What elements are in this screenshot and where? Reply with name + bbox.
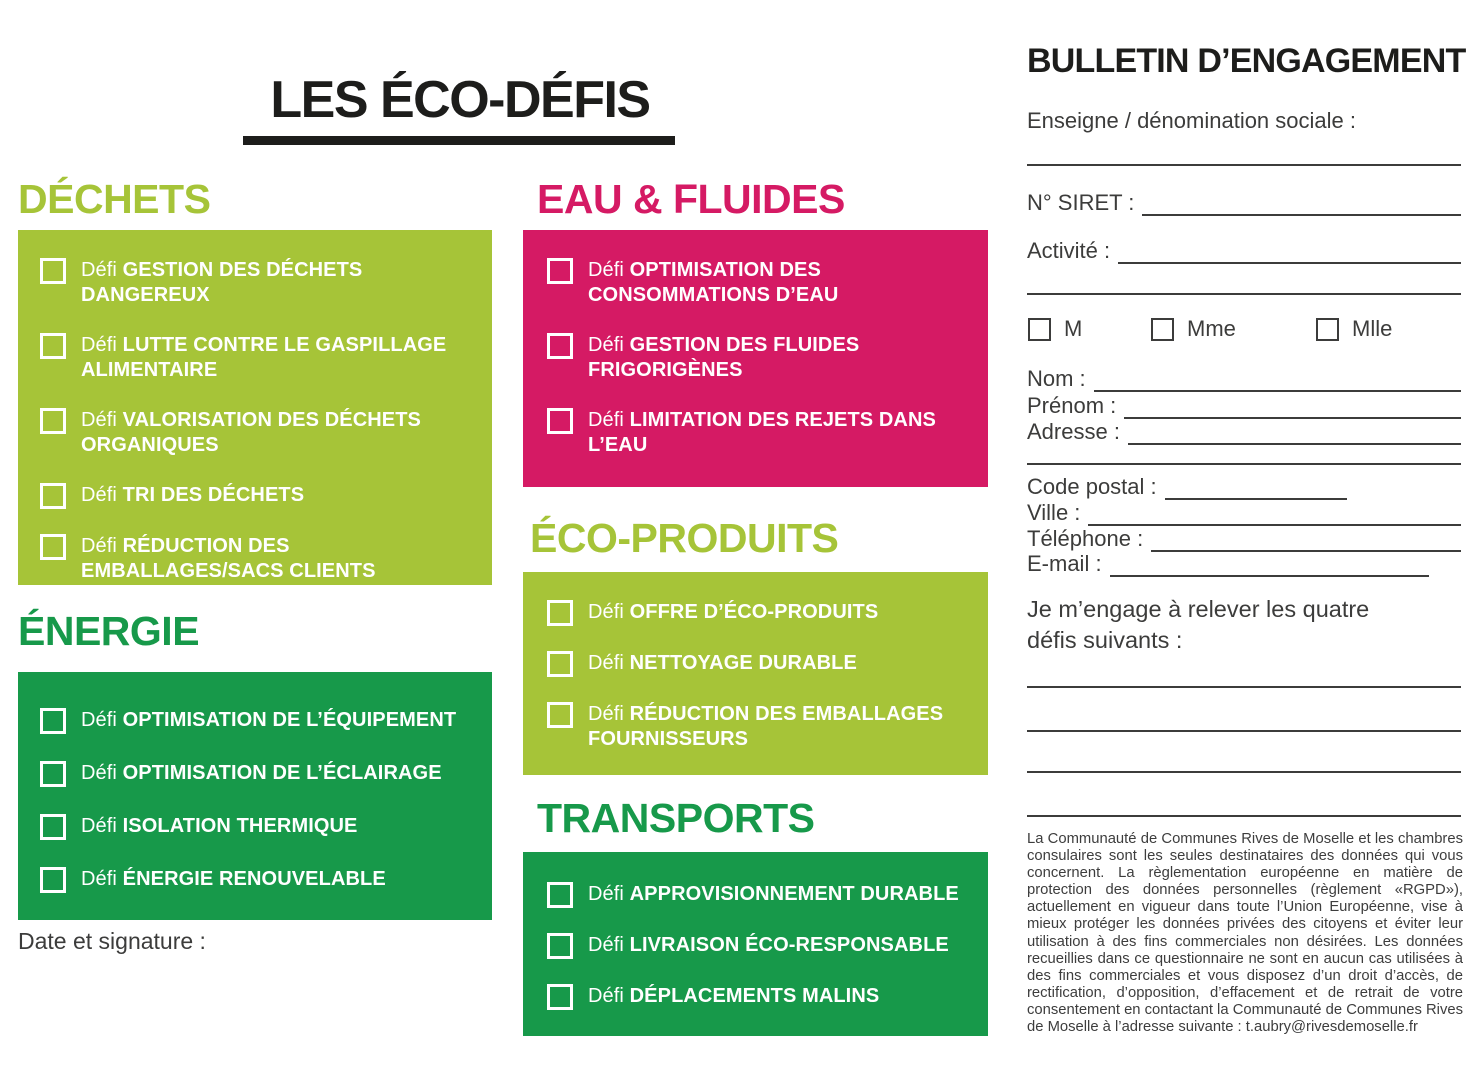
section-eau-fluides — [523, 230, 988, 487]
challenge-row — [547, 933, 978, 959]
challenge-row — [547, 651, 978, 677]
checkbox-dechets-1[interactable] — [40, 258, 66, 284]
civility-mme — [1151, 316, 1236, 342]
civility-m-label: M — [1064, 316, 1083, 341]
challenge-label: Défi RÉDUCTION DES EMBALLAGES/SACS CLIENTS — [81, 535, 376, 582]
activite-input-line-2[interactable] — [1027, 293, 1461, 295]
email-row — [1027, 551, 1429, 577]
challenge-row — [547, 258, 978, 308]
section-heading-dechets: DÉCHETS — [18, 176, 211, 222]
siret-row — [1027, 190, 1461, 216]
section-eco-produits — [523, 572, 988, 775]
telephone-row — [1027, 526, 1461, 552]
form-title: BULLETIN D’ENGAGEMENT — [1027, 42, 1466, 80]
challenge-row — [40, 258, 484, 308]
challenge-label: Défi ÉNERGIE RENOUVELABLE — [81, 868, 386, 890]
challenge-label: Défi GESTION DES DÉCHETS DANGEREUX — [81, 259, 363, 306]
challenge-label: Défi DÉPLACEMENTS MALINS — [588, 985, 880, 1007]
civility-m-checkbox[interactable] — [1028, 318, 1051, 341]
challenge-row — [40, 483, 484, 509]
code-postal-input-line[interactable] — [1165, 478, 1347, 500]
checkbox-eau-3[interactable] — [547, 408, 573, 434]
siret-label: N° SIRET : — [1027, 190, 1135, 215]
telephone-label: Téléphone : — [1027, 526, 1144, 551]
checkbox-energie-3[interactable] — [40, 814, 66, 840]
challenge-row — [40, 408, 484, 458]
defi-choice-line-4[interactable] — [1027, 815, 1461, 817]
challenge-row — [547, 408, 978, 458]
civility-row — [1027, 316, 1463, 344]
title-underline — [243, 136, 675, 145]
challenge-row — [40, 708, 484, 734]
challenge-row — [547, 333, 978, 383]
ville-row — [1027, 500, 1461, 526]
siret-input-line[interactable] — [1142, 194, 1461, 216]
defi-choice-line-1[interactable] — [1027, 686, 1461, 688]
civility-m — [1028, 316, 1082, 342]
section-energie — [18, 672, 492, 920]
civility-mme-label: Mme — [1187, 316, 1236, 341]
civility-mme-checkbox[interactable] — [1151, 318, 1174, 341]
checkbox-dechets-5[interactable] — [40, 534, 66, 560]
civility-mlle-checkbox[interactable] — [1316, 318, 1339, 341]
email-label: E-mail : — [1027, 551, 1102, 576]
challenge-row — [547, 600, 978, 626]
code-postal-label: Code postal : — [1027, 474, 1157, 499]
enseigne-input-line[interactable] — [1027, 164, 1461, 166]
checkbox-eco-2[interactable] — [547, 651, 573, 677]
checkbox-dechets-4[interactable] — [40, 483, 66, 509]
telephone-input-line[interactable] — [1151, 530, 1461, 552]
adresse-input-line[interactable] — [1128, 423, 1461, 445]
prenom-row — [1027, 393, 1461, 419]
challenge-label: Défi RÉDUCTION DES EMBALLAGES FOURNISSEURS — [588, 703, 944, 750]
checkbox-eco-1[interactable] — [547, 600, 573, 626]
nom-input-line[interactable] — [1094, 370, 1461, 392]
challenge-row — [40, 333, 484, 383]
checkbox-dechets-2[interactable] — [40, 333, 66, 359]
activite-row — [1027, 238, 1461, 264]
checkbox-energie-2[interactable] — [40, 761, 66, 787]
adresse-row — [1027, 419, 1461, 445]
checkbox-eau-1[interactable] — [547, 258, 573, 284]
checkbox-dechets-3[interactable] — [40, 408, 66, 434]
challenge-row — [40, 761, 484, 787]
checkbox-transports-3[interactable] — [547, 984, 573, 1010]
page-title: LES ÉCO-DÉFIS — [270, 71, 650, 129]
challenge-row — [547, 984, 978, 1010]
challenge-label: Défi GESTION DES FLUIDES FRIGORIGÈNES — [588, 334, 860, 381]
section-transports — [523, 852, 988, 1036]
challenge-label: Défi TRI DES DÉCHETS — [81, 484, 305, 506]
challenge-label: Défi LUTTE CONTRE LE GASPILLAGE ALIMENTAIRE — [81, 334, 447, 381]
enseigne-label: Enseigne / dénomination sociale : — [1027, 108, 1356, 133]
engagement-statement: Je m’engage à relever les quatre défis suivants : — [1027, 596, 1370, 654]
code-postal-row — [1027, 474, 1347, 500]
challenge-label: Défi VALORISATION DES DÉCHETS ORGANIQUES — [81, 409, 421, 456]
challenge-row — [40, 534, 484, 584]
checkbox-transports-2[interactable] — [547, 933, 573, 959]
section-heading-energie: ÉNERGIE — [18, 608, 200, 654]
checkbox-transports-1[interactable] — [547, 882, 573, 908]
nom-row — [1027, 366, 1461, 392]
rgpd-legal-text: La Communauté de Communes Rives de Moselle et les chambres consulaires sont les seules destinataires des données qui vous concernent. La règlementation européenne en matière de protection des données personnelles (règlement «RGPD»), actuellement en vigueur dans toute l’Union Européenne, vise à mieux protéger les données privées des citoyens et éviter leur utilisation à des fins commerciales non désirées. Les données recueillies dans ce questionnaire ne sont en aucun cas utilisées à des fins commerciales et vous disposez d’un droit d’accès, de rectification, d’opposition, d’effacement et de retrait de votre consentement en contactant la Communauté de Communes Rives de Moselle à l’adresse suivante : t.aubry@rivesdemoselle.fr — [1027, 831, 1463, 1036]
nom-label: Nom : — [1027, 366, 1086, 391]
challenge-label: Défi OPTIMISATION DE L’ÉCLAIRAGE — [81, 762, 442, 784]
section-heading-eau-fluides: EAU & FLUIDES — [537, 176, 845, 222]
challenge-row — [40, 867, 484, 893]
prenom-label: Prénom : — [1027, 393, 1117, 418]
checkbox-energie-4[interactable] — [40, 867, 66, 893]
challenge-row — [547, 882, 978, 908]
checkbox-eau-2[interactable] — [547, 333, 573, 359]
challenge-row — [40, 814, 484, 840]
challenge-label: Défi OPTIMISATION DES CONSOMMATIONS D’EAU — [588, 259, 839, 306]
activite-input-line[interactable] — [1118, 242, 1461, 264]
date-signature-label: Date et signature : — [18, 928, 206, 954]
challenge-label: Défi OFFRE D’ÉCO-PRODUITS — [588, 601, 879, 623]
activite-label: Activité : — [1027, 238, 1111, 263]
defi-choice-line-3[interactable] — [1027, 771, 1461, 773]
challenge-label: Défi ISOLATION THERMIQUE — [81, 815, 358, 837]
section-heading-transports: TRANSPORTS — [537, 795, 815, 841]
ville-label: Ville : — [1027, 500, 1081, 525]
section-heading-eco-produits: ÉCO-PRODUITS — [530, 515, 839, 561]
checkbox-energie-1[interactable] — [40, 708, 66, 734]
ville-input-line[interactable] — [1088, 504, 1461, 526]
challenge-label: Défi APPROVISIONNEMENT DURABLE — [588, 883, 959, 905]
bulletin-engagement-form — [1027, 0, 1466, 1080]
challenge-label: Défi LIMITATION DES REJETS DANS L’EAU — [588, 409, 936, 456]
adresse-input-line-2[interactable] — [1027, 463, 1461, 465]
enseigne-row — [1027, 108, 1461, 134]
civility-mlle-label: Mlle — [1352, 316, 1393, 341]
checkbox-eco-3[interactable] — [547, 702, 573, 728]
challenge-label: Défi OPTIMISATION DE L’ÉQUIPEMENT — [81, 709, 457, 731]
email-input-line[interactable] — [1110, 555, 1429, 577]
section-dechets — [18, 230, 492, 585]
civility-mlle — [1316, 316, 1392, 342]
challenge-label: Défi NETTOYAGE DURABLE — [588, 652, 857, 674]
prenom-input-line[interactable] — [1124, 397, 1461, 419]
adresse-label: Adresse : — [1027, 419, 1120, 444]
defi-choice-line-2[interactable] — [1027, 730, 1461, 732]
challenge-label: Défi LIVRAISON ÉCO-RESPONSABLE — [588, 934, 949, 956]
challenge-row — [547, 702, 978, 752]
